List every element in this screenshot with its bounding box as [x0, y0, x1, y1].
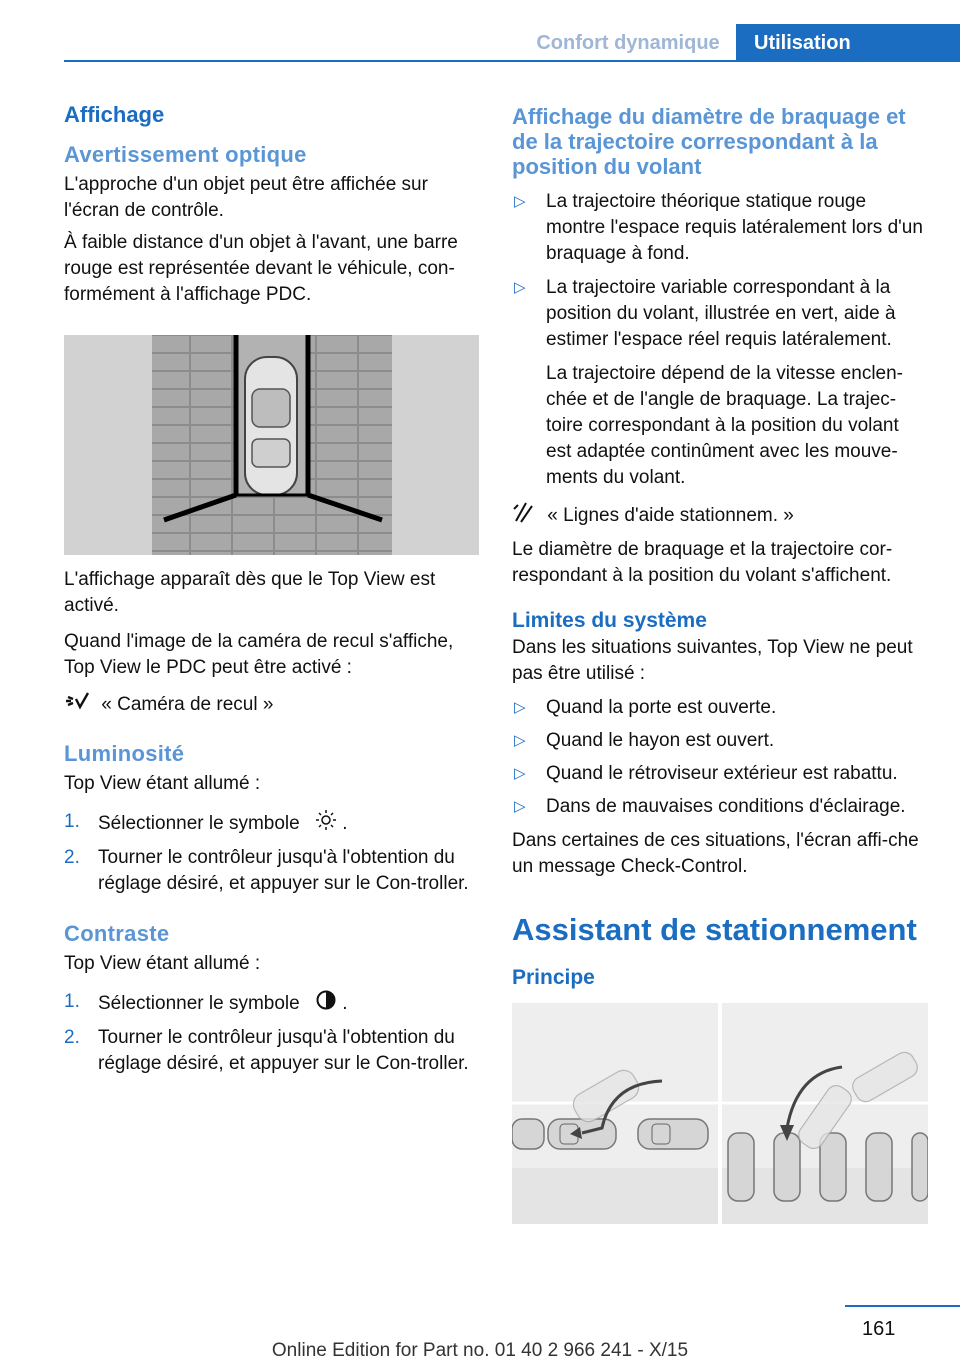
step-text: Tourner le contrôleur jusqu'à l'obtention du réglage désiré, et appuyer sur le Con-troller.	[98, 847, 469, 894]
parking-assistant-illustration	[512, 1003, 928, 1224]
luminosity-steps	[64, 809, 479, 897]
contrast-icon	[315, 989, 337, 1019]
brightness-icon	[315, 809, 337, 839]
camera-line	[64, 691, 479, 719]
list-item	[64, 1025, 479, 1077]
lines-line	[512, 501, 927, 531]
paragraph: Le diamètre de braquage et la trajectoire cor-respondant à la position du volant s'affichent.	[512, 539, 893, 586]
list-item	[512, 189, 927, 267]
left-column	[64, 102, 479, 308]
paragraph: Top View étant allumé :	[64, 953, 261, 974]
heading-principe: Principe	[512, 966, 595, 989]
paragraph: Quand l'image de la caméra de recul s'affiche, Top View le PDC peut être activé :	[64, 631, 454, 678]
heading-affichage: Affichage	[64, 102, 165, 127]
paragraph: Dans les situations suivantes, Top View ne peut pas être utilisé :	[512, 637, 913, 684]
edition-footer: Online Edition for Part no. 01 40 2 966 241 - X/15	[271, 1340, 689, 1361]
step-text: Sélectionner le symbole	[98, 993, 300, 1015]
bullet-triangle-icon: ▷	[514, 279, 526, 296]
heading-contraste: Contraste	[64, 921, 170, 946]
header-active-tab: Utilisation	[736, 24, 960, 62]
header-section-tab: Confort dynamique	[536, 32, 720, 54]
bullet-triangle-icon: ▷	[514, 732, 526, 749]
list-item: 1. Sélectionner le symbole .	[64, 989, 479, 1019]
camera-label: « Caméra de recul »	[101, 694, 274, 716]
sub-paragraph: La trajectoire dépend de la vitesse enclen-chée et de l'angle de braquage. La trajec-toire correspondant à la position du volant est adaptée continûment avec les mouve-ments du volant.	[546, 363, 904, 488]
lines-label: « Lignes d'aide stationnem. »	[547, 505, 794, 527]
paragraph: Dans certaines de ces situations, l'écran affi-che un message Check-Control.	[512, 830, 919, 877]
page-number: 161	[862, 1318, 896, 1340]
list-item: 1. Sélectionner le symbole .	[64, 809, 479, 839]
list-item	[512, 761, 927, 787]
header-rule	[64, 60, 960, 62]
item-text: Quand le hayon est ouvert.	[546, 730, 775, 751]
list-item	[512, 275, 927, 353]
item-text: Quand le rétroviseur extérieur est rabattu.	[546, 763, 898, 784]
paragraph: Top View étant allumé :	[64, 773, 261, 794]
bullet-triangle-icon: ▷	[514, 193, 526, 210]
step-text: Tourner le contrôleur jusqu'à l'obtention du réglage désiré, et appuyer sur le Con-troller.	[98, 1027, 469, 1074]
list-item	[512, 728, 927, 754]
item-text: La trajectoire variable correspondant à la position du volant, illustrée en vert, aide à estimer l'espace réel requis latéralement.	[546, 277, 896, 350]
trajectory-list	[512, 189, 927, 353]
paragraph: L'affichage apparaît dès que le Top View est activé.	[64, 569, 436, 616]
paragraph: À faible distance d'un objet à l'avant, une barre rouge est représentée devant le véhicule, con-formément à l'affichage PDC.	[64, 232, 458, 305]
step-text: Sélectionner le symbole	[98, 813, 300, 835]
list-item	[64, 845, 479, 897]
heading-luminosite: Luminosité	[64, 741, 185, 766]
footer-rule	[845, 1305, 960, 1307]
list-item	[512, 794, 927, 820]
step-number: 1.	[64, 991, 80, 1012]
bullet-triangle-icon: ▷	[514, 699, 526, 716]
left-column-lower	[64, 567, 479, 1077]
rear-camera-icon	[64, 691, 90, 719]
top-view-illustration	[64, 335, 479, 555]
right-column	[512, 104, 927, 990]
step-number: 2.	[64, 847, 80, 868]
limits-list	[512, 695, 927, 820]
item-text: Quand la porte est ouverte.	[546, 697, 777, 718]
item-text: La trajectoire théorique statique rouge montre l'espace requis latéralement lors d'un braquage à fond.	[546, 191, 923, 264]
heading-diametre: Affichage du diamètre de braquage et de la trajectoire correspondant à la position du volant	[512, 104, 906, 179]
bullet-triangle-icon: ▷	[514, 798, 526, 815]
list-item	[512, 695, 927, 721]
heading-assistant: Assistant de stationnement	[512, 912, 917, 947]
parking-lines-icon	[512, 501, 536, 531]
step-number: 1.	[64, 811, 80, 832]
contrast-steps	[64, 989, 479, 1077]
step-number: 2.	[64, 1027, 80, 1048]
paragraph: L'approche d'un objet peut être affichée sur l'écran de contrôle.	[64, 174, 428, 221]
item-text: Dans de mauvaises conditions d'éclairage.	[546, 796, 906, 817]
heading-avertissement: Avertissement optique	[64, 142, 307, 167]
heading-limites: Limites du système	[512, 609, 707, 632]
bullet-triangle-icon: ▷	[514, 765, 526, 782]
